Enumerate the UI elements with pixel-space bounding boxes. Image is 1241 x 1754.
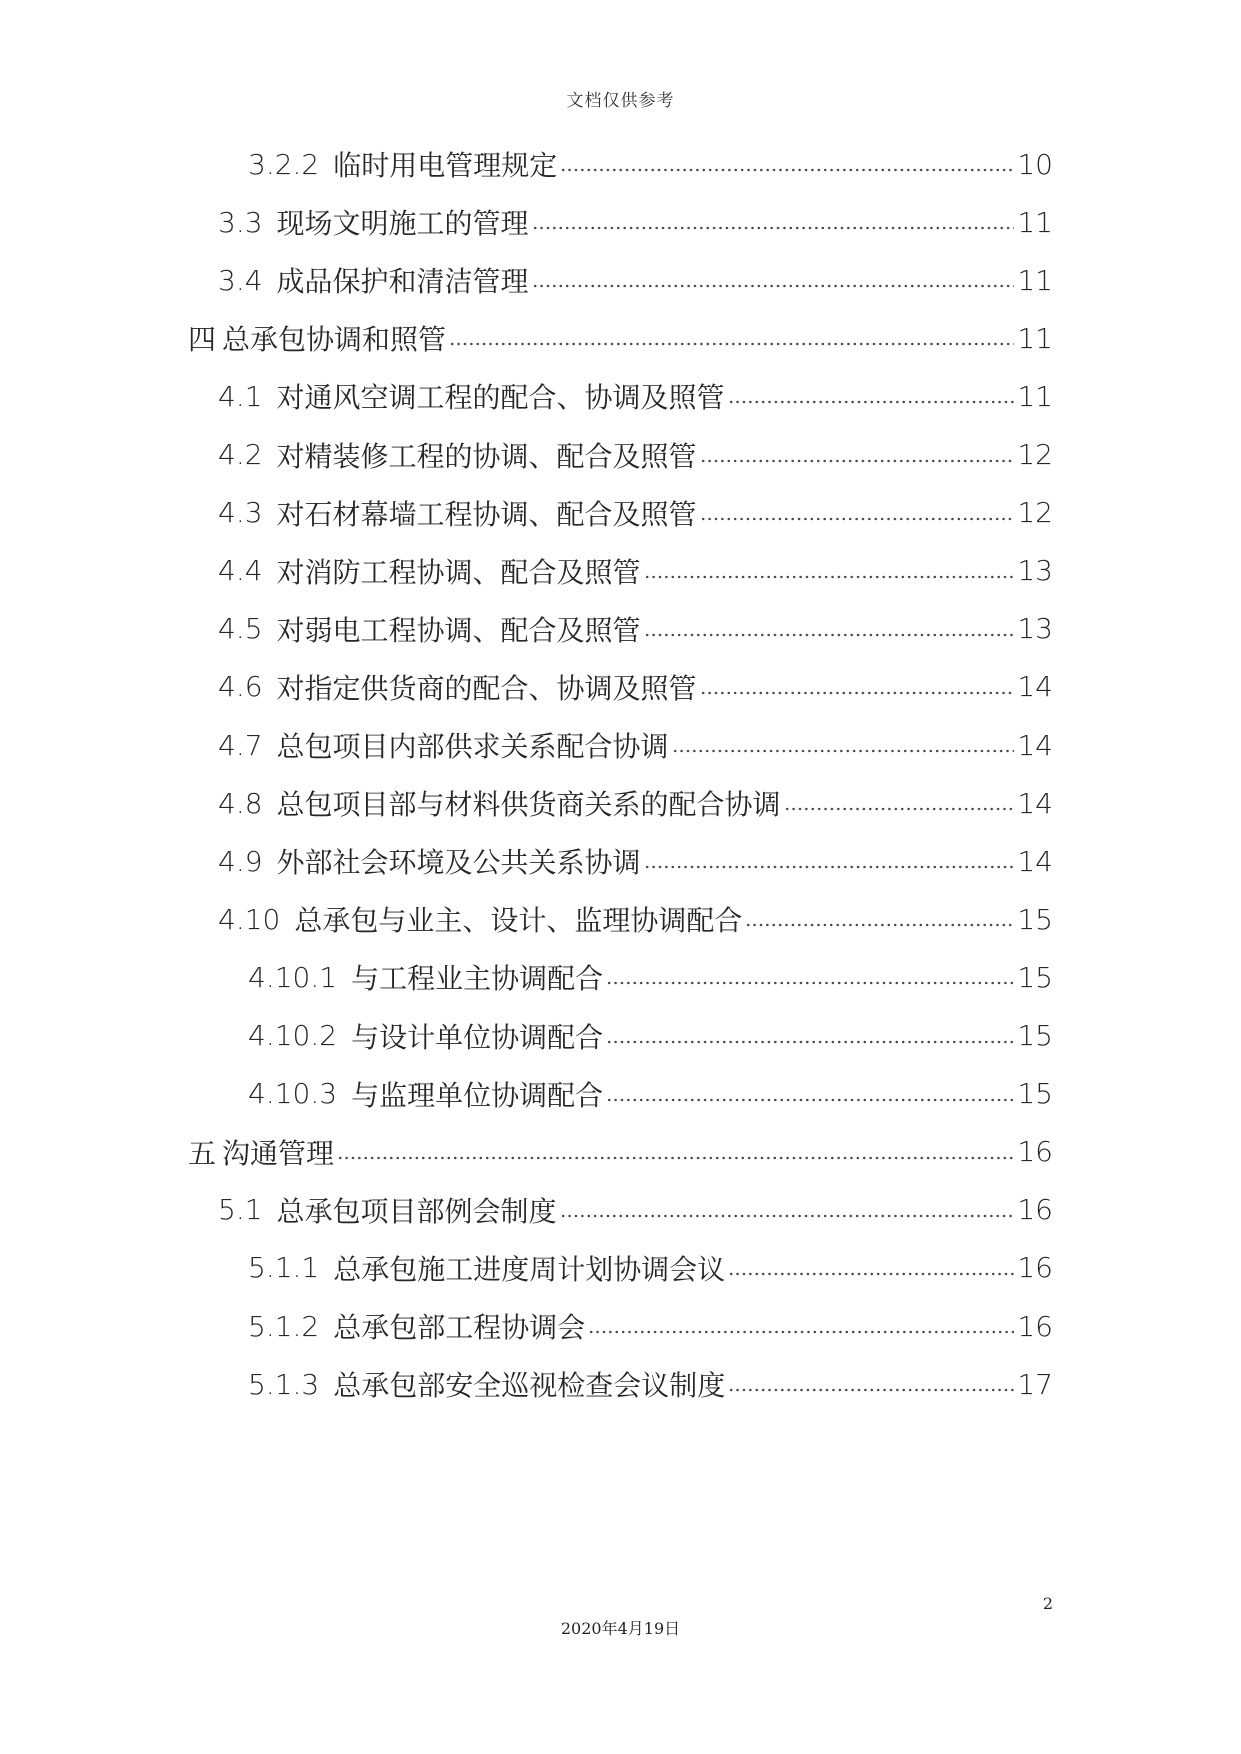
- toc-entry-number: 5.1.3: [248, 1367, 320, 1401]
- toc-entry-page: 15: [1017, 1077, 1053, 1111]
- toc-dot-leader: [728, 400, 1015, 404]
- toc-entry-number: 4.6: [218, 670, 263, 704]
- toc-entry-number: 4.2: [218, 438, 263, 471]
- toc-entry-title: 总承包协调和照管: [222, 323, 447, 357]
- toc-dot-leader: [672, 749, 1015, 753]
- toc-entry-page: 16: [1017, 1251, 1053, 1285]
- toc-dot-leader: [560, 168, 1014, 172]
- toc-entry-number: 4.5: [218, 612, 263, 646]
- toc-dot-leader: [784, 807, 1015, 811]
- toc-entry-title: 总承包部安全巡视检查会议制度: [333, 1369, 726, 1403]
- toc-entry-page: 15: [1017, 902, 1053, 936]
- toc-entry-title: 沟通管理: [222, 1136, 335, 1170]
- toc-entry-number: 4.10.1: [248, 960, 338, 994]
- toc-entry-title: 对通风空调工程的配合、协调及照管: [276, 381, 725, 415]
- toc-entry[interactable]: [218, 723, 1053, 767]
- toc-entry-number: 4.10.2: [248, 1019, 338, 1052]
- toc-dot-leader: [644, 633, 1015, 637]
- toc-entry[interactable]: [248, 1246, 1053, 1290]
- toc-entry[interactable]: [248, 142, 1053, 186]
- toc-dot-leader: [449, 342, 1014, 346]
- toc-entry-title: 临时用电管理规定: [333, 149, 558, 182]
- toc-entry-number: 4.8: [218, 786, 263, 820]
- toc-entry-title: 对消防工程协调、配合及照管: [276, 555, 641, 589]
- toc-entry[interactable]: [218, 258, 1053, 302]
- toc-dot-leader: [606, 981, 1014, 985]
- toc-entry[interactable]: [218, 607, 1053, 651]
- toc-entry-number: 3.2.2: [248, 147, 320, 181]
- toc-dot-leader: [700, 691, 1015, 695]
- toc-entry-page: 16: [1017, 1135, 1053, 1169]
- toc-entry[interactable]: [248, 1362, 1053, 1406]
- toc-dot-leader: [728, 1272, 1014, 1276]
- toc-dot-leader: [532, 284, 1015, 288]
- toc-entry-number: 3.3: [218, 205, 263, 239]
- toc-dot-leader: [532, 226, 1015, 230]
- toc-entry[interactable]: [248, 955, 1053, 999]
- toc-entry-number: 4.10: [218, 902, 281, 936]
- toc-dot-leader: [644, 865, 1015, 869]
- toc-entry-page: 15: [1017, 960, 1053, 994]
- page-number: 2: [1042, 1594, 1053, 1613]
- toc-entry-title: 总包项目内部供求关系配合协调: [276, 730, 669, 763]
- toc-entry[interactable]: [218, 1188, 1053, 1232]
- toc-entry[interactable]: [218, 839, 1053, 883]
- toc-entry-page: 14: [1017, 670, 1053, 704]
- toc-dot-leader: [337, 1156, 1014, 1160]
- toc-entry-number: 五: [188, 1136, 217, 1170]
- toc-entry-number: 4.4: [218, 554, 263, 588]
- toc-dot-leader: [606, 1098, 1014, 1102]
- toc-entry-page: 14: [1017, 786, 1053, 820]
- toc-entry-number: 4.9: [218, 844, 263, 878]
- toc-entry-number: 4.10.3: [248, 1077, 338, 1111]
- toc-dot-leader: [745, 923, 1014, 927]
- toc-entry-title: 对指定供货商的配合、协调及照管: [276, 671, 697, 705]
- toc-dot-leader: [700, 459, 1015, 463]
- toc-entry-title: 总承包施工进度周计划协调会议: [333, 1252, 726, 1286]
- toc-entry-page: 11: [1017, 379, 1053, 413]
- toc-entry-title: 外部社会环境及公共关系协调: [276, 846, 641, 880]
- toc-entry-page: 11: [1017, 263, 1053, 297]
- toc-entry-number: 4.3: [218, 496, 263, 530]
- toc-entry-page: 17: [1017, 1367, 1053, 1401]
- toc-dot-leader: [700, 517, 1015, 521]
- toc-entry[interactable]: [248, 1304, 1053, 1348]
- footer-date: 2020年4月19日: [560, 1619, 681, 1638]
- toc-entry-title: 成品保护和清洁管理: [276, 265, 529, 299]
- toc-entry[interactable]: [218, 200, 1053, 244]
- toc-entry-title: 总承包与业主、设计、监理协调配合: [294, 904, 743, 938]
- toc-entry-page: 16: [1017, 1193, 1053, 1227]
- toc-entry[interactable]: [218, 781, 1053, 825]
- toc-entry-page: 11: [1017, 205, 1053, 239]
- toc-entry-title: 对精装修工程的协调、配合及照管: [276, 439, 697, 473]
- toc-entry[interactable]: [218, 665, 1053, 709]
- toc-entry-page: 13: [1017, 612, 1053, 646]
- toc-entry[interactable]: [188, 1130, 1053, 1174]
- toc-entry[interactable]: [248, 1072, 1053, 1116]
- toc-entry-title: 总承包项目部例会制度: [276, 1194, 557, 1228]
- toc-entry-page: 12: [1017, 496, 1053, 530]
- toc-dot-leader: [588, 1330, 1014, 1334]
- toc-entry-title: 总包项目部与材料供货商关系的配合协调: [276, 788, 781, 822]
- toc-entry[interactable]: [218, 374, 1053, 418]
- toc-dot-leader: [644, 575, 1015, 579]
- toc-dot-leader: [606, 1040, 1014, 1044]
- toc-entry-title: 现场文明施工的管理: [276, 207, 529, 241]
- toc-entry-title: 与设计单位协调配合: [351, 1020, 604, 1054]
- toc-entry-title: 总承包部工程协调会: [333, 1311, 586, 1344]
- toc-entry-page: 16: [1017, 1309, 1053, 1343]
- toc-entry-page: 15: [1017, 1019, 1053, 1052]
- toc-entry-page: 14: [1017, 728, 1053, 762]
- toc-dot-leader: [560, 1214, 1015, 1218]
- toc-entry-number: 3.4: [218, 263, 263, 297]
- toc-entry[interactable]: [218, 433, 1053, 477]
- toc-entry-page: 12: [1017, 438, 1053, 471]
- toc-entry-number: 4.7: [218, 728, 263, 762]
- toc-entry-page: 10: [1017, 147, 1053, 181]
- toc-entry[interactable]: [188, 316, 1053, 360]
- toc-entry-number: 5.1.1: [248, 1251, 320, 1285]
- toc-dot-leader: [728, 1388, 1014, 1392]
- toc-entry-number: 5.1.2: [248, 1309, 320, 1343]
- toc-entry-number: 四: [188, 323, 217, 357]
- toc-entry-page: 14: [1017, 844, 1053, 878]
- toc-entry-title: 对石材幕墙工程协调、配合及照管: [276, 497, 697, 531]
- toc-entry-number: 4.1: [218, 379, 263, 413]
- toc-entry[interactable]: [218, 491, 1053, 535]
- toc-entry-page: 11: [1017, 321, 1053, 355]
- toc-entry-title: 对弱电工程协调、配合及照管: [276, 613, 641, 647]
- toc-entry[interactable]: [218, 549, 1053, 593]
- toc-entry-title: 与工程业主协调配合: [351, 962, 604, 996]
- document-header: 文档仅供参考: [566, 91, 675, 111]
- toc-entry[interactable]: [218, 897, 1053, 941]
- toc-entry-page: 13: [1017, 554, 1053, 588]
- toc-entry-number: 5.1: [218, 1193, 263, 1227]
- toc-entry-title: 与监理单位协调配合: [351, 1078, 604, 1112]
- toc-entry[interactable]: [248, 1014, 1053, 1058]
